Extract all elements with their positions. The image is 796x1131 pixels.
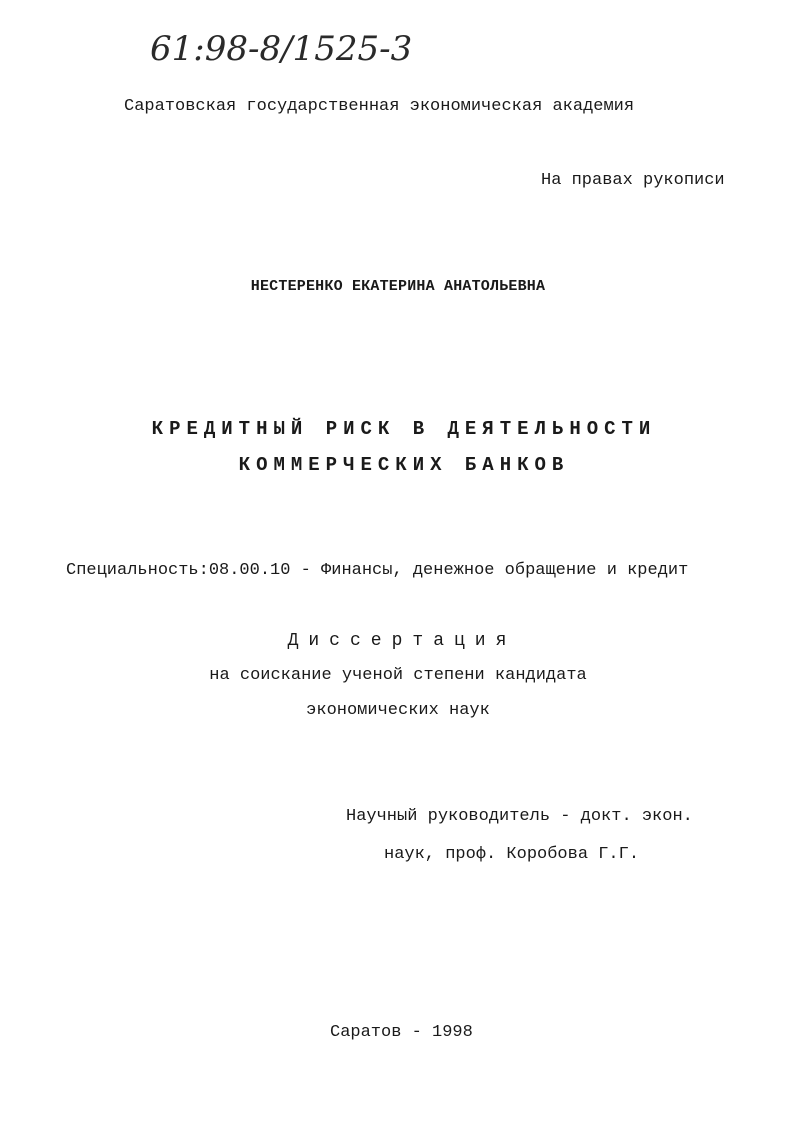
degree-line-2: экономических наук: [306, 701, 490, 720]
dissertation-title-line-1: КРЕДИТНЫЙ РИСК В ДЕЯТЕЛЬНОСТИ: [151, 418, 657, 440]
handwritten-catalog-number: [150, 22, 450, 72]
svg-text:61:98-8/1525-3: 61:98-8/1525-3: [150, 29, 413, 69]
degree-line-1: на соискание ученой степени кандидата: [209, 666, 587, 685]
advisor-line-2: наук, проф. Коробова Г.Г.: [384, 845, 640, 864]
document-type: Диссертация: [287, 631, 517, 651]
dissertation-title-line-2: КОММЕРЧЕСКИХ БАНКОВ: [238, 454, 570, 476]
institution-name: Саратовская государственная экономическая академия: [124, 97, 635, 116]
manuscript-rights-note: На правах рукописи: [541, 171, 725, 190]
specialty-line: Специальность:08.00.10 - Финансы, денежное обращение и кредит: [66, 561, 689, 580]
author-name: НЕСТЕРЕНКО ЕКАТЕРИНА АНАТОЛЬЕВНА: [250, 278, 546, 295]
advisor-line-1: Научный руководитель - докт. экон.: [346, 807, 693, 826]
city-year: Саратов - 1998: [330, 1023, 473, 1042]
